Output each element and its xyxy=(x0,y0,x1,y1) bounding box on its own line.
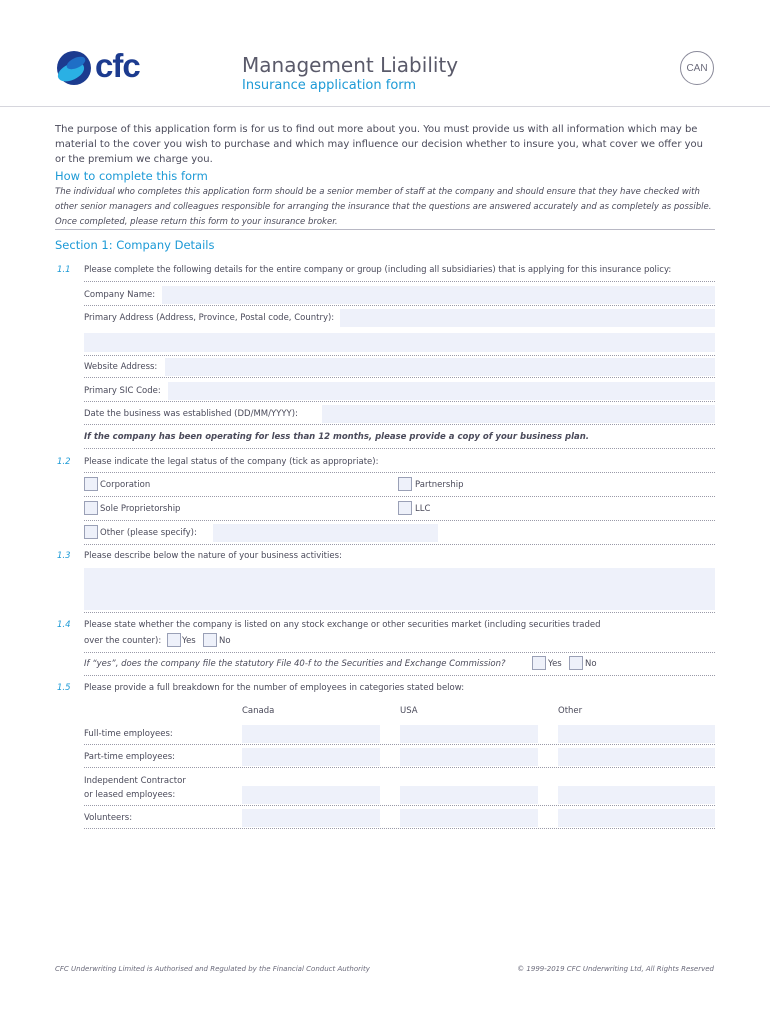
primary-address-input-line2[interactable] xyxy=(84,333,715,352)
date-established-label: Date the business was established (DD/MM/YYYY): xyxy=(84,409,298,419)
column-header-usa: USA xyxy=(400,706,418,716)
llc-checkbox[interactable] xyxy=(398,501,412,515)
logo-text: cfc xyxy=(95,47,140,84)
volunteers-usa-input[interactable] xyxy=(400,809,538,827)
volunteers-canada-input[interactable] xyxy=(242,809,380,827)
dotted-rule xyxy=(84,675,715,676)
file-40f-no-checkbox[interactable] xyxy=(569,656,583,670)
listed-no-label: No xyxy=(219,636,231,646)
file-40f-no-label: No xyxy=(585,659,597,669)
footer-copyright: © 1999-2019 CFC Underwriting Ltd, All Rights Reserved xyxy=(517,965,714,973)
dotted-rule xyxy=(84,472,715,473)
listed-yes-checkbox[interactable] xyxy=(167,633,181,647)
full-time-usa-input[interactable] xyxy=(400,725,538,743)
question-text: Please complete the following details for the entire company or group (including all subsidiaries) that is applying for this insurance policy: xyxy=(84,265,672,275)
company-name-label: Company Name: xyxy=(84,290,156,300)
question-text: Please describe below the nature of your business activities: xyxy=(84,551,342,561)
header-divider xyxy=(0,106,770,107)
dotted-rule xyxy=(84,652,715,653)
volunteers-other-input[interactable] xyxy=(558,809,715,827)
page-title: Management Liability xyxy=(242,53,459,77)
page-subtitle: Insurance application form xyxy=(242,78,417,93)
contractor-label-line2: or leased employees: xyxy=(84,790,176,800)
other-status-label: Other (please specify): xyxy=(100,528,197,538)
country-badge: CAN xyxy=(680,51,714,85)
full-time-label: Full-time employees: xyxy=(84,729,173,739)
full-time-canada-input[interactable] xyxy=(242,725,380,743)
column-header-other: Other xyxy=(558,706,583,716)
dotted-rule xyxy=(84,520,715,521)
part-time-canada-input[interactable] xyxy=(242,748,380,766)
primary-address-label: Primary Address (Address, Province, Postal code, Country): xyxy=(84,313,335,323)
dotted-rule xyxy=(84,544,715,545)
contractor-canada-input[interactable] xyxy=(242,786,380,804)
contractor-other-input[interactable] xyxy=(558,786,715,804)
contractor-usa-input[interactable] xyxy=(400,786,538,804)
question-number: 1.1 xyxy=(57,265,71,275)
intro-paragraph: The purpose of this application form is for us to find out more about you. You must provide us with all information which may be material to the cover you wish to purchase and which may influence our decision whether to insure you, what cover we offer you or the premium we charge you. xyxy=(55,124,703,165)
business-plan-note: If the company has been operating for less than 12 months, please provide a copy of your business plan. xyxy=(84,432,590,442)
dotted-rule xyxy=(84,305,715,306)
dotted-rule xyxy=(84,612,715,613)
dotted-rule xyxy=(84,401,715,402)
sic-code-input[interactable] xyxy=(168,382,715,400)
corporation-label: Corporation xyxy=(100,480,151,490)
how-to-heading: How to complete this form xyxy=(55,169,208,183)
footer-regulation-note: CFC Underwriting Limited is Authorised and Regulated by the Financial Conduct Authority xyxy=(55,965,370,973)
sole-proprietorship-label: Sole Proprietorship xyxy=(100,504,181,514)
question-number: 1.3 xyxy=(57,551,71,561)
listed-yes-label: Yes xyxy=(182,636,196,646)
part-time-usa-input[interactable] xyxy=(400,748,538,766)
other-status-checkbox[interactable] xyxy=(84,525,98,539)
dotted-rule xyxy=(84,355,715,356)
question-text: Please indicate the legal status of the company (tick as appropriate): xyxy=(84,457,379,467)
part-time-label: Part-time employees: xyxy=(84,752,176,762)
sole-proprietorship-checkbox[interactable] xyxy=(84,501,98,515)
partnership-label: Partnership xyxy=(415,480,464,490)
dotted-rule xyxy=(84,805,715,806)
dotted-rule xyxy=(84,744,715,745)
partnership-checkbox[interactable] xyxy=(398,477,412,491)
question-text: Please state whether the company is listed on any stock exchange or other securities market (including securities traded xyxy=(84,620,601,630)
listed-no-checkbox[interactable] xyxy=(203,633,217,647)
dotted-rule xyxy=(84,496,715,497)
dotted-rule xyxy=(84,448,715,449)
dotted-rule xyxy=(84,828,715,829)
volunteers-label: Volunteers: xyxy=(84,813,133,823)
primary-address-input[interactable] xyxy=(340,309,715,327)
section-divider xyxy=(55,229,715,230)
file-40f-yes-label: Yes xyxy=(548,659,562,669)
file-40f-question: If “yes”, does the company file the statutory File 40-f to the Securities and Exchange Commission? xyxy=(84,659,506,669)
dotted-rule xyxy=(84,767,715,768)
question-text-line2: over the counter): xyxy=(84,636,162,646)
part-time-other-input[interactable] xyxy=(558,748,715,766)
question-number: 1.5 xyxy=(57,683,71,693)
contractor-label-line1: Independent Contractor xyxy=(84,776,186,786)
how-to-body: The individual who completes this application form should be a senior member of staff at the company and should ensure that they have checked with other senior managers and colleagues responsible for arranging the insurance that the questions are answered accurately and as completely as possible. Once completed, please return this form to your insurance broker. xyxy=(55,187,712,227)
llc-label: LLC xyxy=(415,504,431,514)
company-name-input[interactable] xyxy=(162,286,715,304)
section-1-heading: Section 1: Company Details xyxy=(55,238,215,252)
website-label: Website Address: xyxy=(84,362,158,372)
dotted-rule xyxy=(84,377,715,378)
business-activities-textarea[interactable] xyxy=(84,568,715,610)
question-number: 1.4 xyxy=(57,620,71,630)
date-established-input[interactable] xyxy=(322,405,715,423)
question-text: Please provide a full breakdown for the number of employees in categories stated below: xyxy=(84,683,465,693)
dotted-rule xyxy=(84,424,715,425)
full-time-other-input[interactable] xyxy=(558,725,715,743)
other-status-input[interactable] xyxy=(213,524,438,542)
file-40f-yes-checkbox[interactable] xyxy=(532,656,546,670)
column-header-canada: Canada xyxy=(242,706,275,716)
question-number: 1.2 xyxy=(57,457,71,467)
sic-code-label: Primary SIC Code: xyxy=(84,386,161,396)
website-input[interactable] xyxy=(165,358,715,376)
corporation-checkbox[interactable] xyxy=(84,477,98,491)
dotted-rule xyxy=(84,281,715,282)
